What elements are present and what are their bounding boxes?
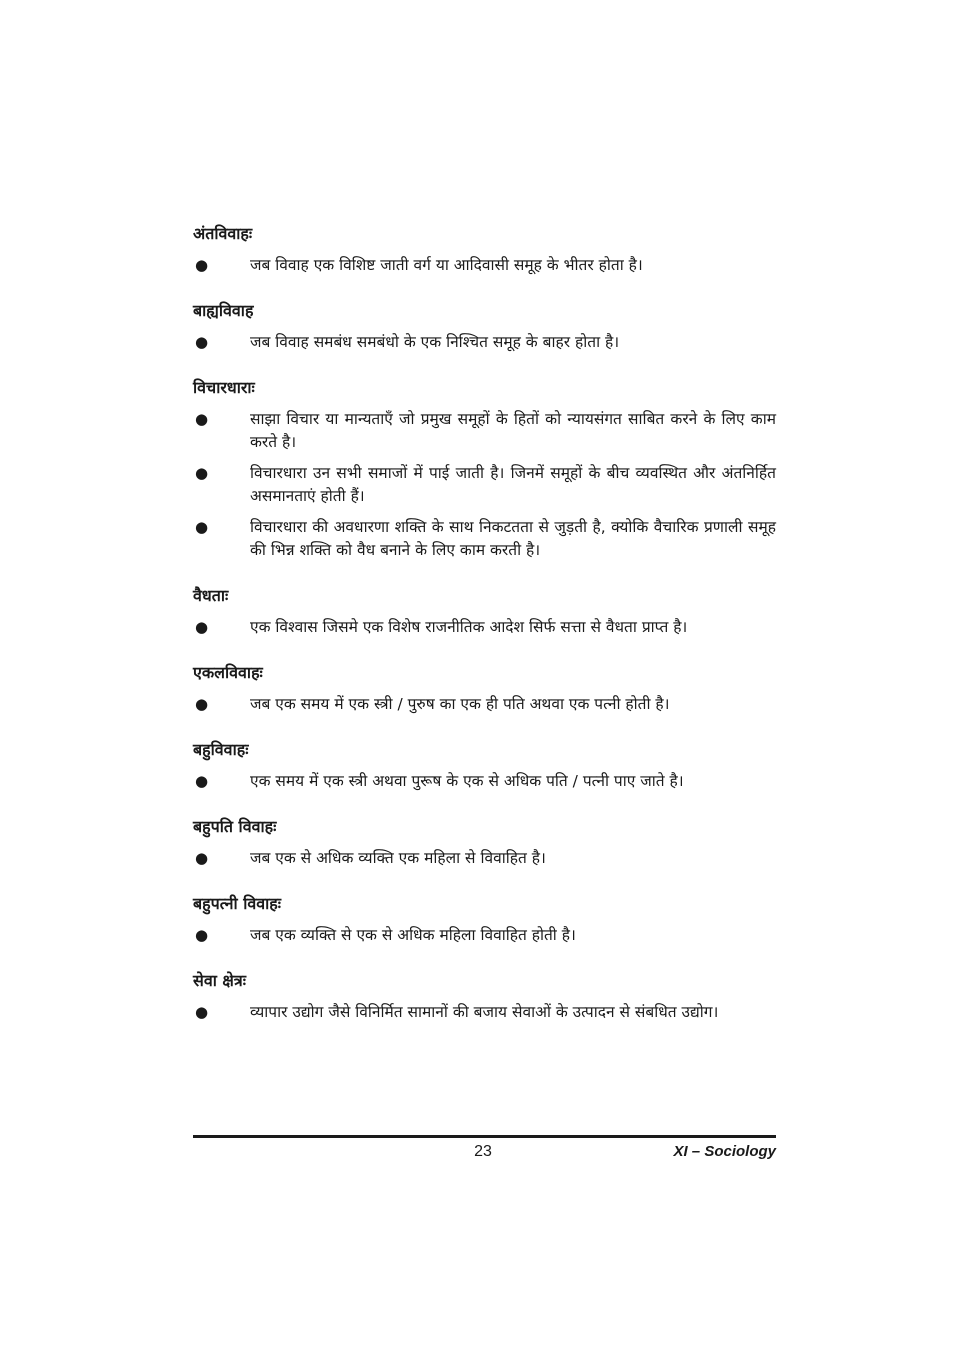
bullet-item: [193, 847, 776, 870]
bullet-icon: ●: [195, 849, 209, 867]
page-content: [193, 222, 776, 1046]
bullet-item: [193, 770, 776, 793]
bullet-item: [193, 924, 776, 947]
bullet-icon: ●: [195, 464, 209, 482]
term-heading: वैधताः: [193, 586, 229, 605]
bullet-text: साझा विचार या मान्यताएँ जो प्रमुख समूहों के हितों को न्यायसंगत साबित करने के लिए काम करते है।: [250, 410, 776, 451]
bullet-icon: ●: [195, 695, 209, 713]
section-legitimacy: [193, 584, 776, 639]
term-heading: एकलविवाहः: [193, 663, 263, 682]
bullet-item: [193, 693, 776, 716]
bullet-text: एक समय में एक स्त्री अथवा पुरूष के एक से अधिक पति / पत्नी पाए जाते है।: [250, 772, 684, 790]
section-service-sector: [193, 969, 776, 1024]
bullet-text: जब एक समय में एक स्त्री / पुरुष का एक ही पति अथवा एक पत्नी होती है।: [250, 695, 670, 713]
bullet-icon: ●: [195, 1003, 209, 1021]
bullet-icon: ●: [195, 518, 209, 536]
bullet-text: जब एक से अधिक व्यक्ति एक महिला से विवाहित है।: [250, 849, 546, 867]
section-polygamy: [193, 738, 776, 793]
bullet-text: एक विश्वास जिसमे एक विशेष राजनीतिक आदेश सिर्फ सत्ता से वैधता प्राप्त है।: [250, 618, 688, 636]
bullet-item: [193, 331, 776, 354]
bullet-icon: ●: [195, 256, 209, 274]
bullet-text: जब एक व्यक्ति से एक से अधिक महिला विवाहित होती है।: [250, 926, 576, 944]
term-heading: बहुपति विवाहः: [193, 817, 277, 836]
bullet-item: [193, 1001, 776, 1024]
bullet-item: [193, 408, 776, 454]
term-heading: बहुपत्नी विवाहः: [193, 894, 282, 913]
section-exogamy: [193, 299, 776, 354]
section-endogamy: [193, 222, 776, 277]
term-heading: अंतविवाहः: [193, 224, 253, 243]
section-polygyny: [193, 892, 776, 947]
section-monogamy: [193, 661, 776, 716]
bullet-icon: ●: [195, 618, 209, 636]
book-label: XI – Sociology: [673, 1143, 776, 1160]
bullet-icon: ●: [195, 410, 209, 428]
bullet-text: जब विवाह समबंध समबंधो के एक निश्चित समूह के बाहर होता है।: [250, 333, 620, 351]
section-ideology: [193, 376, 776, 562]
term-heading: बाह्यविवाह: [193, 301, 254, 320]
bullet-item: [193, 516, 776, 562]
term-heading: सेवा क्षेत्रः: [193, 971, 246, 990]
section-polyandry: [193, 815, 776, 870]
bullet-item: [193, 462, 776, 508]
bullet-icon: ●: [195, 926, 209, 944]
bullet-text: विचारधारा उन सभी समाजों में पाई जाती है। जिनमें समूहों के बीच व्यवस्थित और अंतनिर्हित असमानताएं होती हैं।: [250, 464, 776, 505]
bullet-text: जब विवाह एक विशिष्ट जाती वर्ग या आदिवासी समूह के भीतर होता है।: [250, 256, 643, 274]
footer-divider: [193, 1135, 776, 1138]
term-heading: बहुविवाहः: [193, 740, 249, 759]
term-heading: विचारधाराः: [193, 378, 255, 397]
bullet-icon: ●: [195, 333, 209, 351]
bullet-icon: ●: [195, 772, 209, 790]
page-number: 23: [474, 1143, 492, 1160]
bullet-text: विचारधारा की अवधारणा शक्ति के साथ निकटतता से जुड़ती है, क्योकि वैचारिक प्रणाली समूह की भिन्न शक्ति को वैध बनाने के लिए काम करती है।: [250, 518, 776, 559]
bullet-item: [193, 254, 776, 277]
bullet-text: व्यापार उद्योग जैसे विनिर्मित सामानों की बजाय सेवाओं के उत्पादन से संबधित उद्योग।: [250, 1003, 719, 1021]
bullet-item: [193, 616, 776, 639]
